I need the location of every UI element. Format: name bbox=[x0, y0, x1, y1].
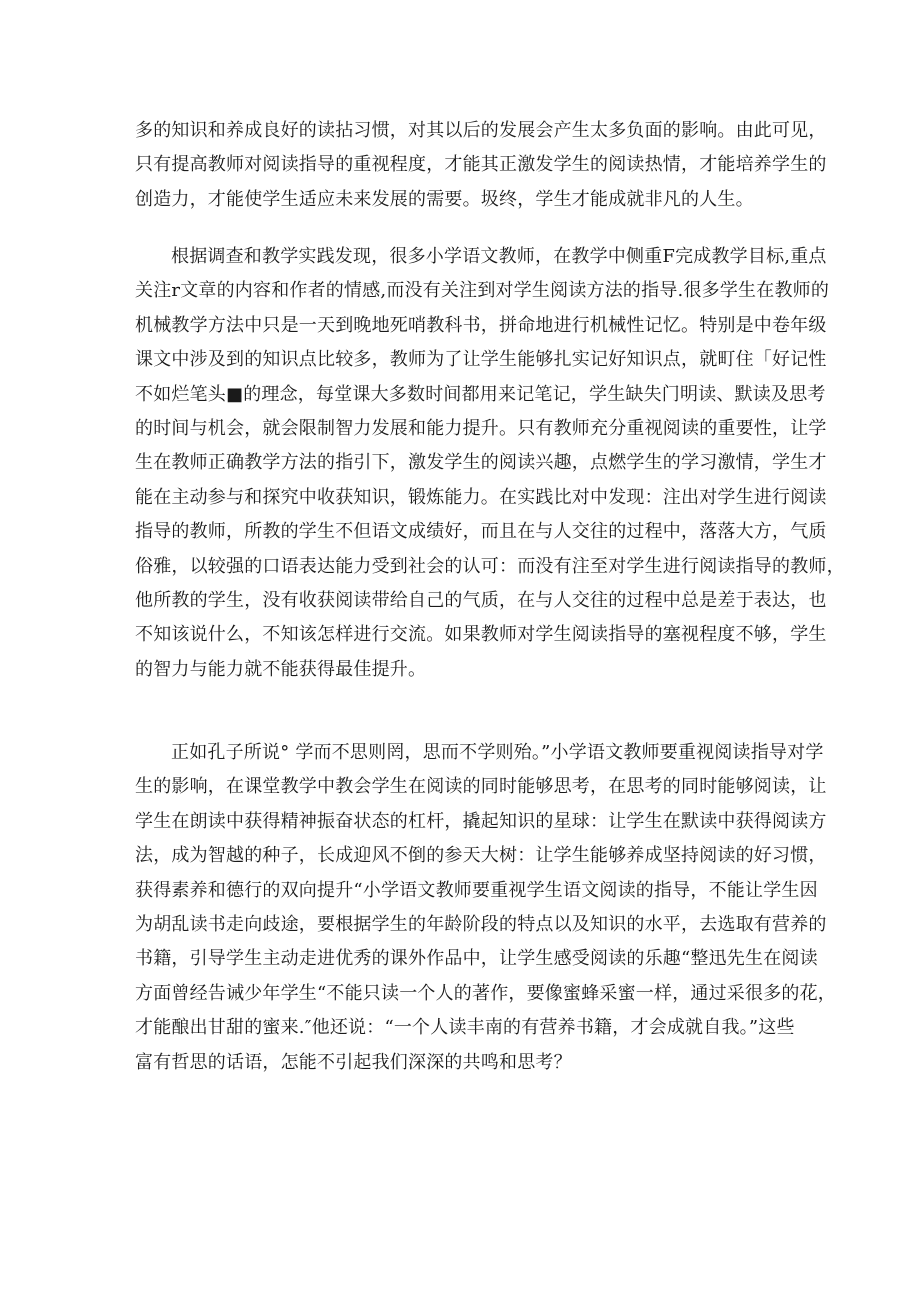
text-line: 才能酿出甘甜的蜜来.″他还说：“一个人读丰南的有营养书籍，才会成就自我。”这些 bbox=[135, 1017, 795, 1039]
text-line: 指导的教师，所教的学生不但语文成绩好，而且在与人交往的过程中，落落大方，气质 bbox=[135, 521, 827, 543]
text-line: 课文中涉及到的知识点比较多，教师为了让学生能够扎实记好知识点，就町住「好记性 bbox=[135, 349, 827, 371]
text-line: 法，成为智越的种子，长成迎风不倒的参天大树：让学生能够养成坚持阅读的好习惯， bbox=[135, 845, 827, 867]
text-line: 正如孔子所说° 学而不思则罔，思而不学则殆。”小学语文教师要重视阅读指导对学 bbox=[171, 742, 824, 763]
text-line: 多的知识和养成良好的读拈习惯，对其以后的发展会产生太多负面的影响。由此可见， bbox=[135, 120, 827, 141]
text-line: 富有哲思的话语，怎能不引起我们深深的共鸣和思考？ bbox=[135, 1051, 572, 1073]
text-line: 关注r文章的内容和作者的情感,而没有关注到对学生阅读方法的指导.很多学生在教师的 bbox=[135, 280, 830, 302]
paragraph-3 bbox=[135, 736, 836, 1080]
text-line: 为胡乱读书走向歧途，要根据学生的年龄阶段的特点以及知识的水平，去选取有营养的 bbox=[135, 913, 827, 935]
text-line: 方面曾经告诫少年学生“不能只读一个人的著作，要像蜜蜂采蜜一样，通过采很多的花， bbox=[135, 982, 836, 1004]
paragraph-1 bbox=[135, 114, 827, 217]
text-line: 能在主动参与和探究中收获知识，锻炼能力。在实践比对中发现：注出对学生进行阅读 bbox=[135, 486, 827, 508]
text-line: 创造力，才能使学生适应未来发展的需要。圾终，学生才能成就非凡的人生。 bbox=[135, 188, 754, 210]
text-line: 生在教师正确教学方法的指引下，激发学生的阅读兴趣，点燃学生的学习激情，学生才 bbox=[135, 452, 827, 474]
text-line: 根据调查和教学实践发现，很多小学语文教师，在教学中侧重F完成教学目标,重点 bbox=[171, 246, 827, 267]
text-line: 的智力与能力就不能获得最佳提升。 bbox=[135, 658, 427, 680]
text-line: 只有提高教师对阅读指导的重视程度，才能其正激发学生的阅读热情，才能培养学生的 bbox=[135, 154, 827, 176]
text-line: 不如烂笔头■的理念，每堂课大多数时间都用来记笔记，学生缺失门明读、默读及思考 bbox=[135, 383, 826, 405]
paragraph-2 bbox=[135, 240, 845, 687]
text-line: 机械教学方法中只是一天到晚地死哨教科书，拼命地进行机械性记忆。特别是中卷年级 bbox=[135, 314, 827, 336]
text-line: 生的影响，在课堂教学中教会学生在阅读的同时能够思考，在思考的同时能够阅读，让 bbox=[135, 776, 827, 798]
text-line: 不知该说什么，不知该怎样进行交流。如果教师对学生阅读指导的塞视程度不够，学生 bbox=[135, 624, 827, 646]
text-line: 俗雅，以较强的口语表达能力受到社会的认可：而没有注至对学生进行阅读指导的教师， bbox=[135, 555, 845, 577]
text-line: 获得素养和德行的双向提升“小学语文教师要重视学生语文阅读的指导，不能让学生因 bbox=[135, 879, 818, 901]
text-line: 他所教的学生，没有收获阅读带给自己的气质，在与人交往的过程中总是差于表达，也 bbox=[135, 589, 827, 611]
text-line: 的时间与机会，就会限制智力发展和能力提升。只有教师充分重视阅读的重要性，让学 bbox=[135, 417, 827, 439]
text-line: 学生在朗读中获得精神振奋状态的杠杆，撬起知识的星球：让学生在默读中获得阅读方 bbox=[135, 810, 827, 832]
text-line: 书籍，引导学生主动走进优秀的课外作品中，让学生感受阅读的乐趣“整迅先生在阅读 bbox=[135, 948, 818, 970]
